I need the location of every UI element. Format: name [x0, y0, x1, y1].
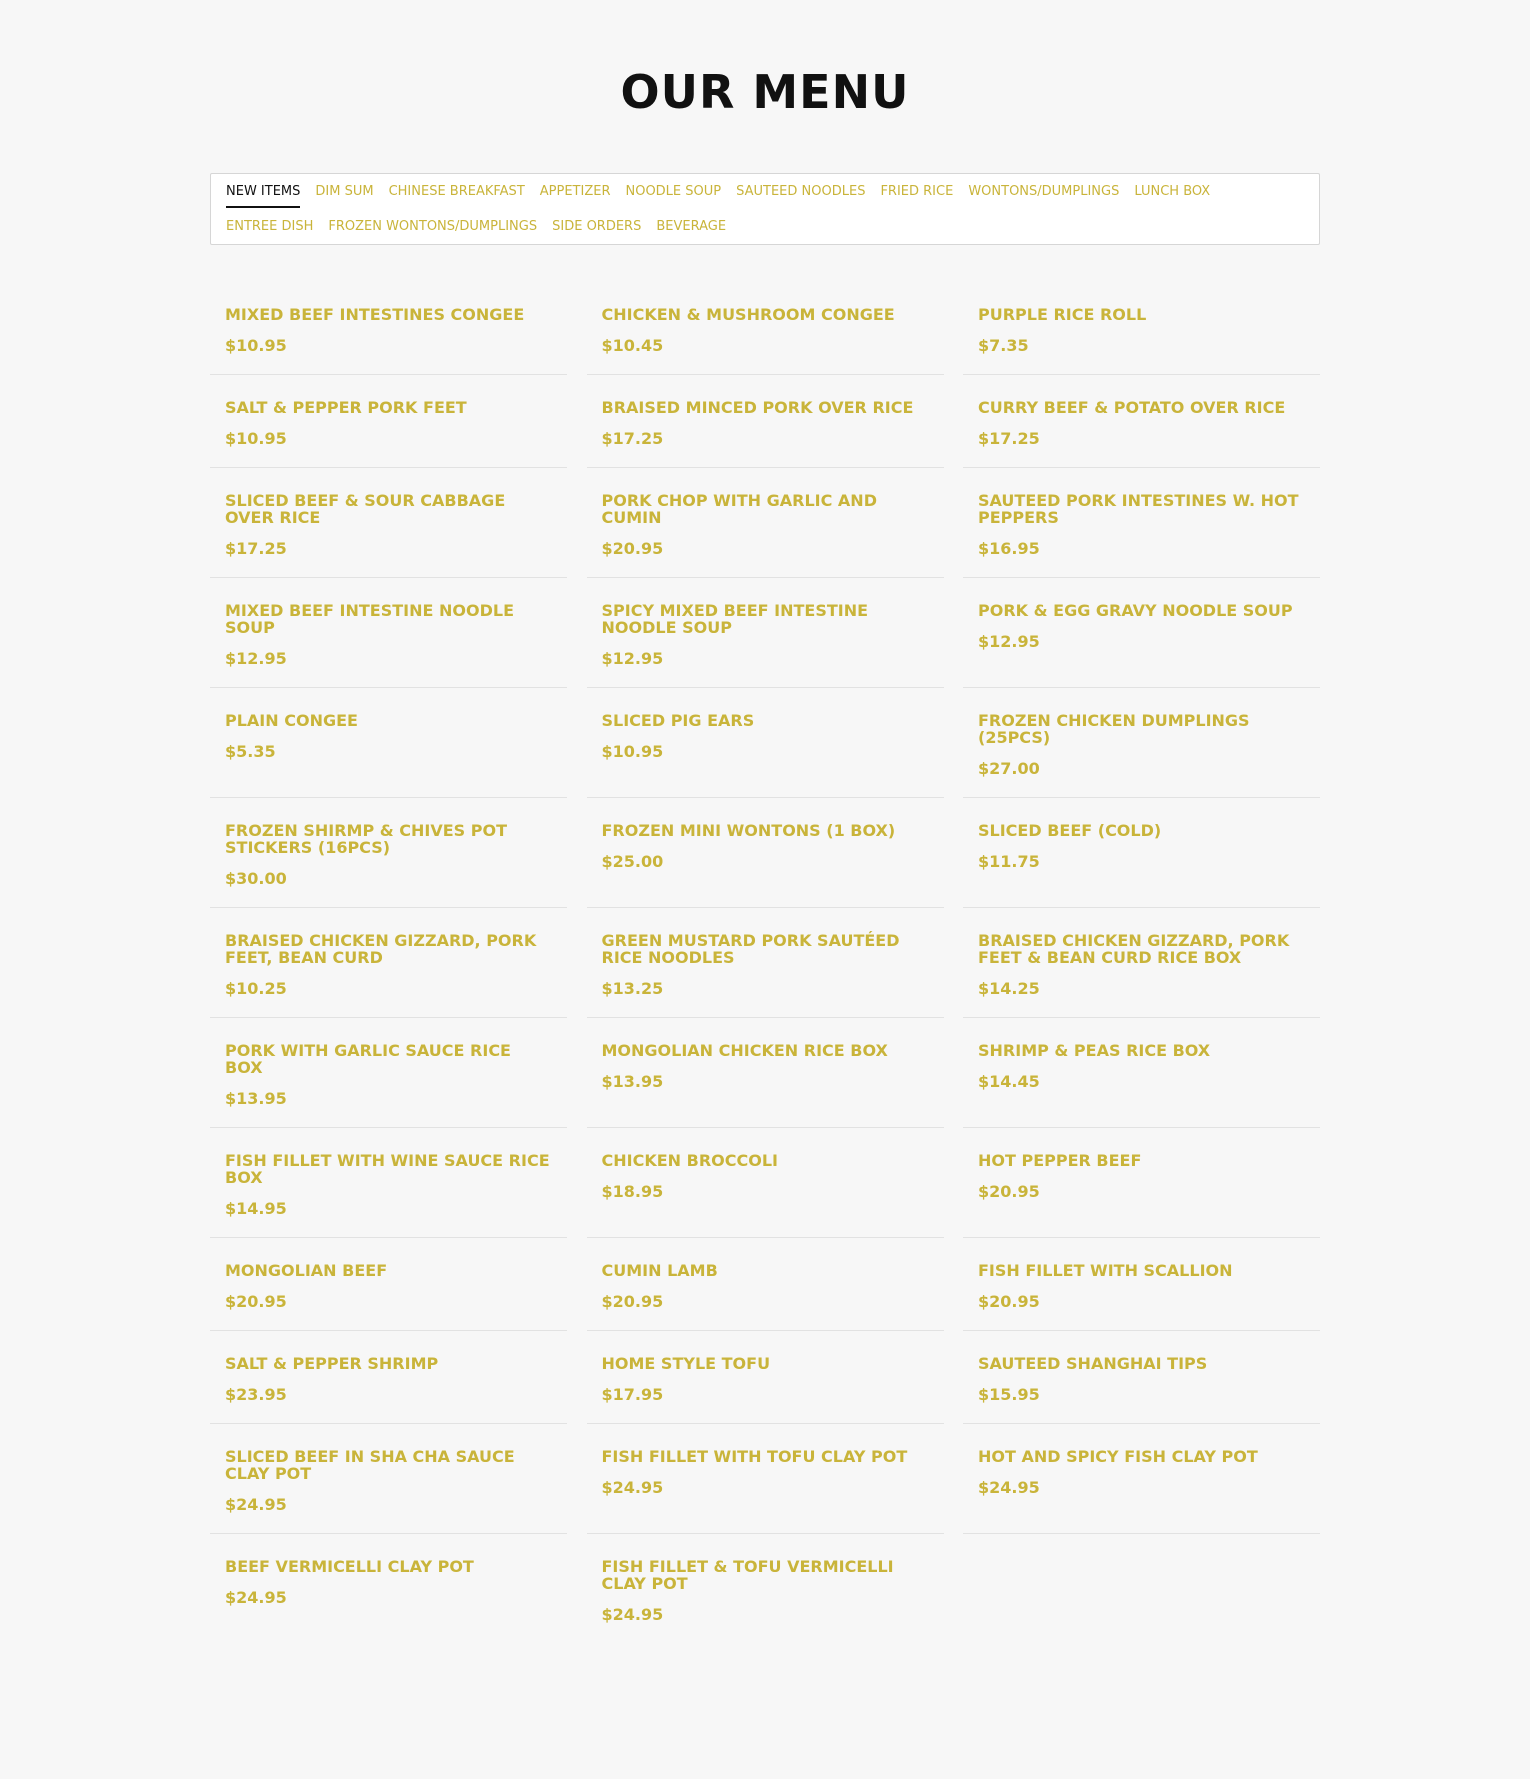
menu-item-name: SALT & PEPPER PORK FEET — [225, 398, 467, 417]
menu-item[interactable] — [210, 1128, 567, 1238]
menu-item[interactable] — [963, 1128, 1320, 1238]
menu-item[interactable] — [587, 375, 944, 468]
menu-item-name: FROZEN SHIRMP & CHIVES POT STICKERS (16PCS) — [225, 821, 508, 857]
menu-item-name: FROZEN MINI WONTONS (1 BOX) — [601, 821, 896, 840]
menu-item-price: $10.95 — [225, 336, 287, 355]
menu-item-name: SLICED BEEF IN SHA CHA SAUCE CLAY POT — [225, 1447, 515, 1483]
menu-item-price: $20.95 — [978, 1292, 1040, 1311]
menu-item-price: $24.95 — [601, 1605, 664, 1624]
tab-fried-rice[interactable]: FRIED RICE — [880, 184, 954, 199]
tab-appetizer[interactable]: APPETIZER — [539, 184, 611, 199]
menu-item[interactable] — [587, 578, 944, 688]
tab-lunch-box[interactable]: LUNCH BOX — [1134, 184, 1211, 199]
menu-item-name: CHICKEN BROCCOLI — [601, 1151, 778, 1170]
menu-item[interactable] — [587, 1238, 944, 1331]
tab-new-items[interactable]: NEW ITEMS — [226, 182, 300, 217]
menu-item-name: PORK CHOP WITH GARLIC AND CUMIN — [601, 491, 877, 527]
menu-item-name: PLAIN CONGEE — [225, 711, 358, 730]
menu-item-name: BRAISED MINCED PORK OVER RICE — [601, 398, 914, 417]
menu-item-name: PURPLE RICE ROLL — [978, 305, 1147, 324]
menu-item[interactable] — [963, 578, 1320, 688]
menu-item-price: $24.95 — [601, 1478, 664, 1497]
menu-item-price: $24.95 — [225, 1588, 287, 1607]
menu-item-name: SAUTEED PORK INTESTINES W. HOT PEPPERS — [978, 491, 1299, 527]
menu-item-name: SPICY MIXED BEEF INTESTINE NOODLE SOUP — [601, 601, 869, 637]
menu-item-name: SHRIMP & PEAS RICE BOX — [978, 1041, 1211, 1060]
menu-item-price: $20.95 — [978, 1182, 1040, 1201]
menu-item-price: $24.95 — [978, 1478, 1040, 1497]
menu-item-price: $23.95 — [225, 1385, 287, 1404]
menu-item-price: $16.95 — [978, 539, 1040, 558]
menu-item-price: $15.95 — [978, 1385, 1040, 1404]
menu-item[interactable] — [210, 798, 567, 908]
menu-item-name: CUMIN LAMB — [601, 1261, 718, 1280]
menu-items-grid — [210, 282, 1320, 1643]
menu-item-name: FROZEN CHICKEN DUMPLINGS (25PCS) — [978, 711, 1250, 747]
menu-item-price: $10.95 — [225, 429, 287, 448]
menu-item-price: $17.25 — [601, 429, 664, 448]
menu-item-price: $27.00 — [978, 759, 1040, 778]
menu-item-price: $24.95 — [225, 1495, 287, 1514]
menu-item-name: MIXED BEEF INTESTINES CONGEE — [225, 305, 525, 324]
tab-entree-dish[interactable]: ENTREE DISH — [226, 219, 314, 234]
menu-category-tabs — [210, 173, 1320, 245]
menu-item-name: CHICKEN & MUSHROOM CONGEE — [601, 305, 895, 324]
menu-item-price: $12.95 — [978, 632, 1040, 651]
menu-item-price: $17.95 — [601, 1385, 664, 1404]
tab-wontons-dumplings[interactable]: WONTONS/DUMPLINGS — [968, 184, 1120, 199]
menu-item-price: $12.95 — [225, 649, 287, 668]
menu-item-name: HOT AND SPICY FISH CLAY POT — [978, 1447, 1258, 1466]
menu-item-price: $10.25 — [225, 979, 287, 998]
menu-item-name: FISH FILLET & TOFU VERMICELLI CLAY POT — [601, 1557, 894, 1593]
menu-item[interactable] — [210, 1424, 567, 1534]
menu-item[interactable] — [587, 282, 944, 375]
menu-item[interactable] — [587, 1018, 944, 1128]
menu-item[interactable] — [210, 1238, 567, 1331]
menu-item-name: FISH FILLET WITH WINE SAUCE RICE BOX — [225, 1151, 550, 1187]
menu-item[interactable] — [587, 688, 944, 798]
menu-item-price: $10.95 — [601, 742, 664, 761]
menu-item[interactable] — [587, 1534, 944, 1643]
menu-item[interactable] — [587, 1331, 944, 1424]
tab-frozen-wontons-dumplings[interactable]: FROZEN WONTONS/DUMPLINGS — [328, 219, 538, 234]
menu-item[interactable] — [587, 1424, 944, 1534]
menu-item-price: $17.25 — [225, 539, 287, 558]
menu-item-name: MONGOLIAN BEEF — [225, 1261, 388, 1280]
menu-item[interactable] — [963, 688, 1320, 798]
menu-item-name: PORK WITH GARLIC SAUCE RICE BOX — [225, 1041, 511, 1077]
tab-chinese-breakfast[interactable]: CHINESE BREAKFAST — [388, 184, 525, 199]
menu-item-price: $5.35 — [225, 742, 276, 761]
menu-item[interactable] — [963, 1018, 1320, 1128]
menu-item-price: $30.00 — [225, 869, 287, 888]
tab-dim-sum[interactable]: DIM SUM — [315, 184, 374, 199]
menu-item-name: HOT PEPPER BEEF — [978, 1151, 1142, 1170]
menu-item[interactable] — [210, 1534, 567, 1643]
menu-item[interactable] — [210, 468, 567, 578]
menu-item[interactable] — [963, 1424, 1320, 1534]
menu-item-name: SALT & PEPPER SHRIMP — [225, 1354, 439, 1373]
menu-item-price: $25.00 — [601, 852, 664, 871]
menu-item-price: $14.25 — [978, 979, 1040, 998]
menu-item[interactable] — [963, 375, 1320, 468]
page-title: OUR MENU — [620, 65, 910, 119]
menu-item-price: $17.25 — [978, 429, 1040, 448]
tab-beverage[interactable]: BEVERAGE — [656, 219, 727, 234]
menu-item-name: SLICED BEEF (COLD) — [978, 821, 1162, 840]
tab-sauteed-noodles[interactable]: SAUTEED NOODLES — [736, 184, 866, 199]
menu-item[interactable] — [210, 578, 567, 688]
menu-item-price: $11.75 — [978, 852, 1040, 871]
menu-item-price: $13.25 — [601, 979, 664, 998]
menu-item-price: $14.95 — [225, 1199, 287, 1218]
menu-item-price: $12.95 — [601, 649, 664, 668]
menu-item-price: $13.95 — [601, 1072, 664, 1091]
menu-item-price: $10.45 — [601, 336, 664, 355]
menu-item[interactable] — [963, 282, 1320, 375]
menu-item[interactable] — [210, 282, 567, 375]
menu-item-name: SLICED PIG EARS — [601, 711, 755, 730]
menu-item-name: SAUTEED SHANGHAI TIPS — [978, 1354, 1208, 1373]
menu-item-name: BRAISED CHICKEN GIZZARD, PORK FEET, BEAN CURD — [225, 931, 537, 967]
menu-item[interactable] — [587, 1128, 944, 1238]
menu-item[interactable] — [587, 798, 944, 908]
menu-item-price: $7.35 — [978, 336, 1029, 355]
menu-item[interactable] — [210, 1018, 567, 1128]
menu-item-name: FISH FILLET WITH TOFU CLAY POT — [601, 1447, 908, 1466]
menu-item-name: MIXED BEEF INTESTINE NOODLE SOUP — [225, 601, 515, 637]
menu-item-name: CURRY BEEF & POTATO OVER RICE — [978, 398, 1286, 417]
menu-item-name: HOME STYLE TOFU — [601, 1354, 771, 1373]
menu-item-price: $14.45 — [978, 1072, 1040, 1091]
menu-item-name: FISH FILLET WITH SCALLION — [978, 1261, 1233, 1280]
menu-item[interactable] — [963, 798, 1320, 908]
menu-item-price: $20.95 — [225, 1292, 287, 1311]
menu-item[interactable] — [963, 1238, 1320, 1331]
menu-item-name: BEEF VERMICELLI CLAY POT — [225, 1557, 474, 1576]
menu-item[interactable] — [210, 688, 567, 798]
menu-item-price: $20.95 — [601, 1292, 664, 1311]
menu-item-price: $20.95 — [601, 539, 664, 558]
menu-item-name: MONGOLIAN CHICKEN RICE BOX — [601, 1041, 888, 1060]
menu-item[interactable] — [210, 1331, 567, 1424]
menu-item-name: BRAISED CHICKEN GIZZARD, PORK FEET & BEAN CURD RICE BOX — [978, 931, 1290, 967]
tab-noodle-soup[interactable]: NOODLE SOUP — [625, 184, 722, 199]
menu-item[interactable] — [963, 468, 1320, 578]
tab-side-orders[interactable]: SIDE ORDERS — [552, 219, 642, 234]
menu-item[interactable] — [210, 375, 567, 468]
menu-item[interactable] — [587, 908, 944, 1018]
menu-item-price: $18.95 — [601, 1182, 664, 1201]
menu-item[interactable] — [587, 468, 944, 578]
menu-item-name: GREEN MUSTARD PORK SAUTÉED RICE NOODLES — [601, 931, 900, 967]
menu-item-name: PORK & EGG GRAVY NOODLE SOUP — [978, 601, 1293, 620]
menu-item[interactable] — [210, 908, 567, 1018]
menu-item[interactable] — [963, 908, 1320, 1018]
menu-item[interactable] — [963, 1331, 1320, 1424]
menu-item-price: $13.95 — [225, 1089, 287, 1108]
menu-item-name: SLICED BEEF & SOUR CABBAGE OVER RICE — [225, 491, 506, 527]
